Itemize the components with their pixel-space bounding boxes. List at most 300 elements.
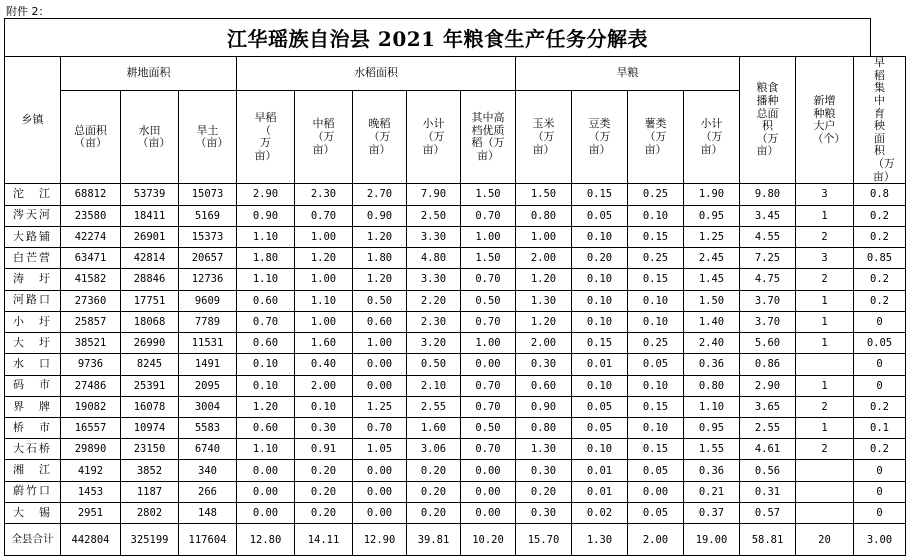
table-cell: 10974	[121, 417, 179, 438]
header-high-quality-rice-text: 其中高档优质稻（万亩）	[471, 110, 505, 162]
table-cell: 1.20	[237, 396, 295, 417]
header-total-grain	[740, 57, 796, 184]
table-cell: 63471	[61, 248, 121, 269]
table-cell: 20657	[179, 248, 237, 269]
table-cell: 16078	[121, 396, 179, 417]
table-cell: 1453	[61, 481, 121, 502]
table-cell: 1	[796, 375, 854, 396]
table-cell: 0	[854, 460, 906, 481]
table-cell: 4.80	[407, 248, 461, 269]
table-cell	[796, 502, 854, 523]
table-cell: 1.10	[237, 439, 295, 460]
table-cell: 15073	[179, 184, 237, 205]
table-cell: 0.70	[461, 375, 516, 396]
table-cell: 38521	[61, 333, 121, 354]
table-cell: 0.80	[684, 375, 740, 396]
table-cell: 1.00	[295, 269, 353, 290]
table-cell: 1	[796, 417, 854, 438]
table-cell: 0.70	[461, 396, 516, 417]
table-cell: 0.60	[237, 290, 295, 311]
table-cell: 4.75	[740, 269, 796, 290]
table-row	[5, 460, 906, 481]
table-cell: 0.57	[740, 502, 796, 523]
grain-task-table	[4, 56, 906, 556]
table-cell: 0.2	[854, 226, 906, 247]
header-farm-dry-text: 旱土（亩）	[195, 123, 229, 150]
table-cell: 15.70	[516, 524, 572, 556]
table-cell: 0.37	[684, 502, 740, 523]
table-cell: 0.01	[572, 481, 628, 502]
table-cell: 1.50	[684, 290, 740, 311]
table-cell: 0.20	[295, 502, 353, 523]
header-township: 乡镇	[5, 57, 61, 184]
table-cell: 2.90	[740, 375, 796, 396]
township-name: 桥 市	[5, 417, 61, 438]
table-cell: 1.20	[353, 269, 407, 290]
table-total-row	[5, 524, 906, 556]
table-cell: 1.00	[295, 311, 353, 332]
table-cell: 4.61	[740, 439, 796, 460]
table-cell: 3.45	[740, 205, 796, 226]
table-cell: 2.70	[353, 184, 407, 205]
table-cell: 9609	[179, 290, 237, 311]
table-cell: 1.10	[237, 269, 295, 290]
table-cell: 1.55	[684, 439, 740, 460]
table-cell: 0.36	[684, 460, 740, 481]
table-cell: 2.90	[237, 184, 295, 205]
table-cell: 0.60	[237, 333, 295, 354]
table-cell: 0.25	[628, 184, 684, 205]
header-high-quality-rice	[461, 90, 516, 183]
table-cell: 19.00	[684, 524, 740, 556]
table-cell: 0.10	[628, 205, 684, 226]
table-cell: 7.25	[740, 248, 796, 269]
table-cell: 1.00	[516, 226, 572, 247]
township-name: 湘 江	[5, 460, 61, 481]
table-cell: 18068	[121, 311, 179, 332]
table-cell: 0.00	[353, 354, 407, 375]
table-cell: 26901	[121, 226, 179, 247]
table-cell: 3852	[121, 460, 179, 481]
table-cell: 148	[179, 502, 237, 523]
table-cell: 0.00	[353, 375, 407, 396]
header-total-grain-text: 粮食播种总面积（万亩）	[756, 81, 779, 158]
table-cell: 0.91	[295, 439, 353, 460]
township-name: 大石桥	[5, 439, 61, 460]
table-cell: 0.05	[572, 396, 628, 417]
table-cell: 3	[796, 184, 854, 205]
header-potato	[628, 90, 684, 183]
table-cell: 3.70	[740, 290, 796, 311]
table-cell: 0.90	[516, 396, 572, 417]
table-cell: 0.20	[407, 481, 461, 502]
table-cell: 1	[796, 290, 854, 311]
table-cell: 0.00	[353, 460, 407, 481]
table-cell: 25391	[121, 375, 179, 396]
table-cell: 2951	[61, 502, 121, 523]
table-cell: 2.00	[295, 375, 353, 396]
township-name: 沱 江	[5, 184, 61, 205]
table-cell: 17751	[121, 290, 179, 311]
table-cell: 1.05	[353, 439, 407, 460]
table-cell: 0.50	[461, 417, 516, 438]
township-name: 白芒营	[5, 248, 61, 269]
table-cell: 0.00	[461, 502, 516, 523]
table-cell: 5169	[179, 205, 237, 226]
township-name: 码 市	[5, 375, 61, 396]
table-cell: 58.81	[740, 524, 796, 556]
header-early-rice-text: 早稻（ 万 亩）	[254, 110, 277, 162]
table-cell: 1.80	[237, 248, 295, 269]
table-cell: 0.10	[572, 375, 628, 396]
table-cell: 0.00	[237, 502, 295, 523]
table-cell: 2	[796, 269, 854, 290]
table-cell: 0	[854, 375, 906, 396]
header-early-rice-seedling	[854, 57, 906, 184]
table-cell: 0.05	[572, 417, 628, 438]
township-name: 蔚竹口	[5, 481, 61, 502]
table-cell: 0.20	[516, 481, 572, 502]
title-bar	[4, 18, 871, 56]
table-cell: 0.60	[353, 311, 407, 332]
table-cell: 0.00	[461, 481, 516, 502]
table-cell: 0	[854, 311, 906, 332]
table-row	[5, 375, 906, 396]
table-cell: 0.10	[237, 375, 295, 396]
table-cell: 0.36	[684, 354, 740, 375]
table-cell: 2.00	[516, 248, 572, 269]
table-cell: 27360	[61, 290, 121, 311]
header-paddy-subtotal	[407, 90, 461, 183]
table-cell: 0.30	[516, 502, 572, 523]
table-cell: 1.20	[295, 248, 353, 269]
table-cell: 14.11	[295, 524, 353, 556]
table-cell: 0.10	[572, 226, 628, 247]
table-cell: 0	[854, 481, 906, 502]
table-cell: 3	[796, 248, 854, 269]
header-late-rice	[353, 90, 407, 183]
table-cell: 23150	[121, 439, 179, 460]
header-dry-subtotal-text: 小计（万亩）	[700, 117, 723, 156]
table-cell: 0.00	[628, 481, 684, 502]
table-cell: 2.30	[295, 184, 353, 205]
table-cell: 0.20	[572, 248, 628, 269]
table-cell: 25857	[61, 311, 121, 332]
table-cell: 0.01	[572, 354, 628, 375]
table-cell: 3004	[179, 396, 237, 417]
table-row	[5, 439, 906, 460]
table-cell: 2.55	[407, 396, 461, 417]
table-cell: 0.10	[628, 290, 684, 311]
table-cell	[796, 481, 854, 502]
header-paddy-group: 水稻面积	[237, 57, 516, 91]
table-row	[5, 333, 906, 354]
table-cell: 0.20	[295, 481, 353, 502]
header-farmland-group: 耕地面积	[61, 57, 237, 91]
table-cell: 2	[796, 439, 854, 460]
table-cell: 1.90	[684, 184, 740, 205]
table-cell: 0.2	[854, 396, 906, 417]
table-cell: 19082	[61, 396, 121, 417]
table-cell: 0.10	[572, 269, 628, 290]
table-cell: 2	[796, 396, 854, 417]
table-cell: 1.10	[684, 396, 740, 417]
table-cell: 0.80	[516, 417, 572, 438]
township-name: 全县合计	[5, 524, 61, 556]
table-cell: 0.56	[740, 460, 796, 481]
table-cell: 15373	[179, 226, 237, 247]
table-cell: 1.20	[516, 269, 572, 290]
table-cell: 0.90	[353, 205, 407, 226]
header-new-growers-text: 新增种粮大户（个）	[812, 93, 846, 145]
table-cell: 0.10	[628, 311, 684, 332]
table-cell: 0.30	[516, 354, 572, 375]
table-cell: 0.25	[628, 333, 684, 354]
table-cell: 12736	[179, 269, 237, 290]
table-cell: 1.60	[295, 333, 353, 354]
table-cell: 7789	[179, 311, 237, 332]
table-cell: 16557	[61, 417, 121, 438]
table-cell: 266	[179, 481, 237, 502]
table-row	[5, 205, 906, 226]
table-cell: 0.86	[740, 354, 796, 375]
table-cell: 0.2	[854, 290, 906, 311]
table-cell: 18411	[121, 205, 179, 226]
table-cell: 0.00	[461, 354, 516, 375]
table-cell: 39.81	[407, 524, 461, 556]
table-cell: 4.55	[740, 226, 796, 247]
header-corn-text: 玉米（万亩）	[532, 117, 555, 156]
table-cell: 4192	[61, 460, 121, 481]
table-cell: 2.50	[407, 205, 461, 226]
table-cell: 9736	[61, 354, 121, 375]
township-name: 涔天河	[5, 205, 61, 226]
table-cell: 0.70	[461, 311, 516, 332]
header-early-rice-seedling-text: 早稻集中育秧面积（万亩）	[872, 56, 895, 183]
table-cell: 1.50	[516, 184, 572, 205]
township-name: 河路口	[5, 290, 61, 311]
table-cell: 0.8	[854, 184, 906, 205]
table-cell: 1.00	[353, 333, 407, 354]
table-cell: 0.01	[572, 460, 628, 481]
table-row	[5, 269, 906, 290]
table-cell: 2.10	[407, 375, 461, 396]
table-cell: 0.15	[628, 439, 684, 460]
table-cell: 0.00	[353, 481, 407, 502]
table-cell: 1.50	[461, 184, 516, 205]
table-cell: 1.10	[295, 290, 353, 311]
table-cell: 0.00	[353, 502, 407, 523]
table-row	[5, 481, 906, 502]
table-row	[5, 290, 906, 311]
table-cell: 0.70	[461, 269, 516, 290]
table-cell: 42814	[121, 248, 179, 269]
township-name: 涛 圩	[5, 269, 61, 290]
township-name: 大 圩	[5, 333, 61, 354]
table-row	[5, 226, 906, 247]
table-cell: 0.80	[516, 205, 572, 226]
table-cell: 0.95	[684, 417, 740, 438]
table-cell: 7.90	[407, 184, 461, 205]
table-cell: 8245	[121, 354, 179, 375]
table-cell: 0.00	[461, 460, 516, 481]
table-cell: 0.05	[628, 354, 684, 375]
header-farm-dry	[179, 90, 237, 183]
table-cell: 325199	[121, 524, 179, 556]
table-cell: 12.90	[353, 524, 407, 556]
header-mid-rice	[295, 90, 353, 183]
township-name: 小 圩	[5, 311, 61, 332]
table-cell: 0.05	[854, 333, 906, 354]
table-cell: 3.06	[407, 439, 461, 460]
table-cell: 1187	[121, 481, 179, 502]
table-cell: 0.05	[628, 502, 684, 523]
table-cell: 0.10	[572, 311, 628, 332]
table-cell: 0.05	[628, 460, 684, 481]
table-cell: 0.90	[237, 205, 295, 226]
header-potato-text: 薯类（万亩）	[644, 117, 667, 156]
table-cell: 2.00	[628, 524, 684, 556]
table-cell: 3.65	[740, 396, 796, 417]
table-cell: 1.25	[684, 226, 740, 247]
table-cell: 5583	[179, 417, 237, 438]
table-cell: 2.30	[407, 311, 461, 332]
table-cell: 0.31	[740, 481, 796, 502]
township-name: 水 口	[5, 354, 61, 375]
table-cell: 1.30	[572, 524, 628, 556]
table-cell: 0.10	[237, 354, 295, 375]
table-cell: 27486	[61, 375, 121, 396]
table-row	[5, 354, 906, 375]
table-cell: 0.50	[353, 290, 407, 311]
table-row	[5, 184, 906, 205]
header-dry-group: 旱粮	[516, 57, 740, 91]
table-cell: 0.00	[237, 460, 295, 481]
table-cell: 1.20	[516, 311, 572, 332]
table-cell: 1.10	[237, 226, 295, 247]
header-paddy-subtotal-text: 小计（万亩）	[422, 117, 445, 156]
table-cell: 0.15	[628, 269, 684, 290]
table-cell: 2.00	[516, 333, 572, 354]
table-cell: 0.10	[572, 290, 628, 311]
table-cell: 0.25	[628, 248, 684, 269]
table-cell: 28846	[121, 269, 179, 290]
table-cell: 0.30	[516, 460, 572, 481]
table-row	[5, 311, 906, 332]
table-row	[5, 417, 906, 438]
table-cell: 2095	[179, 375, 237, 396]
table-cell: 1.40	[684, 311, 740, 332]
table-cell: 9.80	[740, 184, 796, 205]
header-farm-paddy-text: 水田（亩）	[137, 123, 171, 150]
table-cell: 1.45	[684, 269, 740, 290]
table-cell: 12.80	[237, 524, 295, 556]
table-cell: 1.50	[461, 248, 516, 269]
table-cell: 0.20	[407, 502, 461, 523]
table-cell	[796, 354, 854, 375]
table-cell: 0.60	[237, 417, 295, 438]
table-cell: 117604	[179, 524, 237, 556]
table-cell: 0.02	[572, 502, 628, 523]
table-cell: 1491	[179, 354, 237, 375]
header-new-growers	[796, 57, 854, 184]
table-cell: 1.30	[516, 290, 572, 311]
table-cell: 2.40	[684, 333, 740, 354]
table-cell: 53739	[121, 184, 179, 205]
table-cell: 0.10	[295, 396, 353, 417]
table-cell: 68812	[61, 184, 121, 205]
table-cell: 0.20	[295, 460, 353, 481]
table-cell: 20	[796, 524, 854, 556]
header-farm-paddy	[121, 90, 179, 183]
table-cell: 2.20	[407, 290, 461, 311]
table-cell: 1.30	[516, 439, 572, 460]
page-title: 江华瑶族自治县 2021 年粮食生产任务分解表	[226, 27, 649, 51]
table-cell: 0.10	[628, 375, 684, 396]
table-cell: 0.15	[628, 396, 684, 417]
table-cell: 0.30	[295, 417, 353, 438]
table-cell: 0.2	[854, 205, 906, 226]
table-row	[5, 502, 906, 523]
table-row	[5, 248, 906, 269]
table-row	[5, 396, 906, 417]
table-cell: 0.40	[295, 354, 353, 375]
table-cell: 1.20	[353, 226, 407, 247]
table-cell: 2802	[121, 502, 179, 523]
table-cell: 0.15	[572, 333, 628, 354]
table-cell: 0.2	[854, 269, 906, 290]
table-cell	[796, 460, 854, 481]
table-cell: 442804	[61, 524, 121, 556]
table-cell: 0	[854, 354, 906, 375]
table-cell: 10.20	[461, 524, 516, 556]
table-cell: 5.60	[740, 333, 796, 354]
table-cell: 11531	[179, 333, 237, 354]
table-cell: 1.00	[295, 226, 353, 247]
township-name: 大路铺	[5, 226, 61, 247]
table-cell: 29890	[61, 439, 121, 460]
header-farm-total	[61, 90, 121, 183]
table-cell: 0.20	[407, 460, 461, 481]
table-cell: 23580	[61, 205, 121, 226]
table-cell: 0.50	[407, 354, 461, 375]
table-cell: 0.00	[237, 481, 295, 502]
header-early-rice	[237, 90, 295, 183]
table-cell: 0.50	[461, 290, 516, 311]
table-cell: 0.15	[572, 184, 628, 205]
header-beans	[572, 90, 628, 183]
table-cell: 1.25	[353, 396, 407, 417]
table-cell: 0.10	[572, 439, 628, 460]
table-cell: 0.2	[854, 439, 906, 460]
table-cell: 1	[796, 205, 854, 226]
table-cell: 0.70	[237, 311, 295, 332]
table-cell: 3.20	[407, 333, 461, 354]
table-cell: 0.1	[854, 417, 906, 438]
township-name: 大 锡	[5, 502, 61, 523]
table-cell: 0.70	[353, 417, 407, 438]
table-cell: 1.00	[461, 333, 516, 354]
header-late-rice-text: 晚稻（万亩）	[368, 117, 391, 156]
table-body	[5, 184, 906, 556]
header-dry-subtotal	[684, 90, 740, 183]
table-cell: 3.00	[854, 524, 906, 556]
table-cell: 0.21	[684, 481, 740, 502]
table-cell: 3.30	[407, 226, 461, 247]
table-cell: 1.00	[461, 226, 516, 247]
attachment-label: 附件 2：	[6, 5, 50, 18]
table-cell: 42274	[61, 226, 121, 247]
